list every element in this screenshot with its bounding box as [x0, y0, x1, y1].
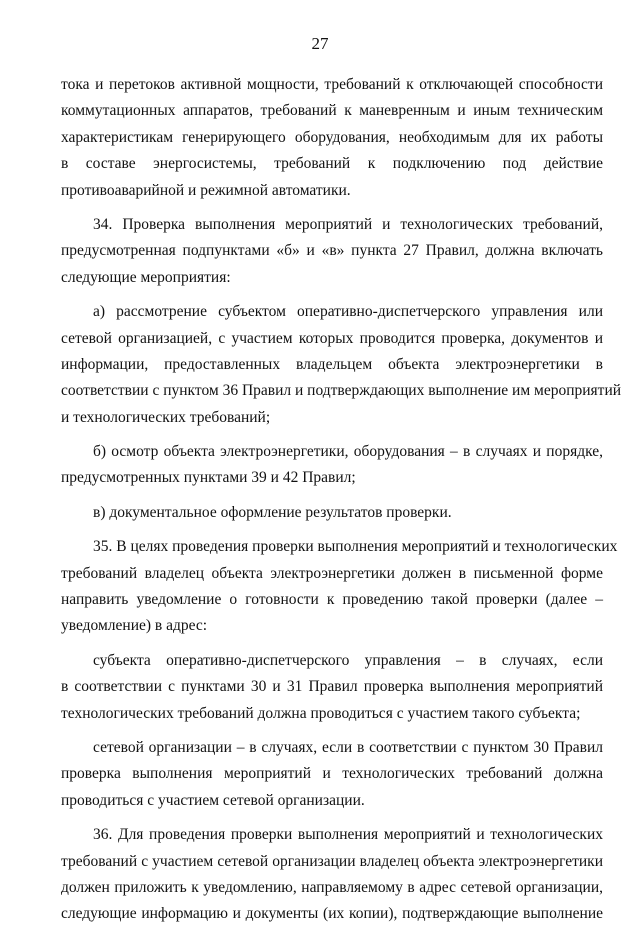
text-line: сетевой организацией, с участием которых проводится проверка, документов и: [61, 329, 603, 347]
text-line: предусмотренная подпунктами «б» и «в» пункта 27 Правил, должна включать: [61, 242, 603, 260]
text-line: а) рассмотрение субъектом оперативно-диспетчерского управления или: [93, 303, 603, 321]
text-line: в соответствии с пунктами 30 и 31 Правил проверка выполнения мероприятий: [61, 678, 603, 696]
text-line: в составе энергосистемы, требований к подключению под действие: [61, 155, 603, 173]
text-line: технологических требований должна проводиться с участием такого субъекта;: [61, 704, 581, 722]
paragraph: [61, 212, 603, 291]
text-line: следующие мероприятия:: [61, 268, 231, 286]
text-line: проверка выполнения мероприятий и технологических требований должна: [61, 765, 603, 783]
document-body: [61, 72, 622, 936]
text-line: характеристикам генерирующего оборудования, необходимым для их работы: [61, 128, 603, 146]
paragraph: [61, 439, 603, 492]
text-line: и технологических требований;: [61, 408, 271, 426]
text-line: требований с участием сетевой организации владелец объекта электроэнергетики: [61, 852, 603, 870]
text-line: в) документальное оформление результатов проверки.: [93, 503, 452, 521]
paragraph: [61, 822, 603, 928]
text-line: следующие информацию и документы (их копии), подтверждающие выполнение: [61, 905, 603, 923]
text-line: сетевой организации – в случаях, если в соответствии с пунктом 30 Правил: [93, 738, 603, 756]
text-line: соответствии с пунктом 36 Правил и подтверждающих выполнение им мероприятий: [61, 382, 622, 400]
paragraph: [61, 500, 603, 526]
text-line: б) осмотр объекта электроэнергетики, оборудования – в случаях и порядке,: [93, 443, 603, 461]
text-line: предусмотренных пунктами 39 и 42 Правил;: [61, 469, 356, 487]
text-line: направить уведомление о готовности к проведению такой проверки (далее –: [61, 591, 603, 609]
paragraph: [61, 299, 622, 431]
text-line: 35. В целях проведения проверки выполнения мероприятий и технологических: [93, 538, 618, 556]
text-line: должен приложить к уведомлению, направляемому в адрес сетевой организации,: [61, 878, 603, 896]
text-line: противоаварийной и режимной автоматики.: [61, 181, 351, 199]
text-line: 36. Для проведения проверки выполнения мероприятий и технологических: [93, 826, 603, 844]
text-line: 34. Проверка выполнения мероприятий и технологических требований,: [93, 215, 603, 233]
text-line: субъекта оперативно-диспетчерского управления – в случаях, если: [93, 651, 603, 669]
text-line: информации, предоставленных владельцем объекта электроэнергетики в: [61, 355, 603, 373]
text-line: коммутационных аппаратов, требований к маневренным и иным техническим: [61, 102, 603, 120]
text-line: уведомление) в адрес:: [61, 617, 208, 635]
paragraph: [61, 648, 603, 727]
page-number: 27: [311, 34, 329, 53]
text-line: тока и перетоков активной мощности, требований к отключающей способности: [61, 76, 603, 93]
text-line: требований владелец объекта электроэнергетики должен в письменной форме: [61, 564, 603, 582]
paragraph: [61, 72, 603, 204]
paragraph: [61, 534, 618, 640]
text-line: проводиться с участием сетевой организации.: [61, 791, 365, 809]
paragraph: [61, 735, 603, 814]
